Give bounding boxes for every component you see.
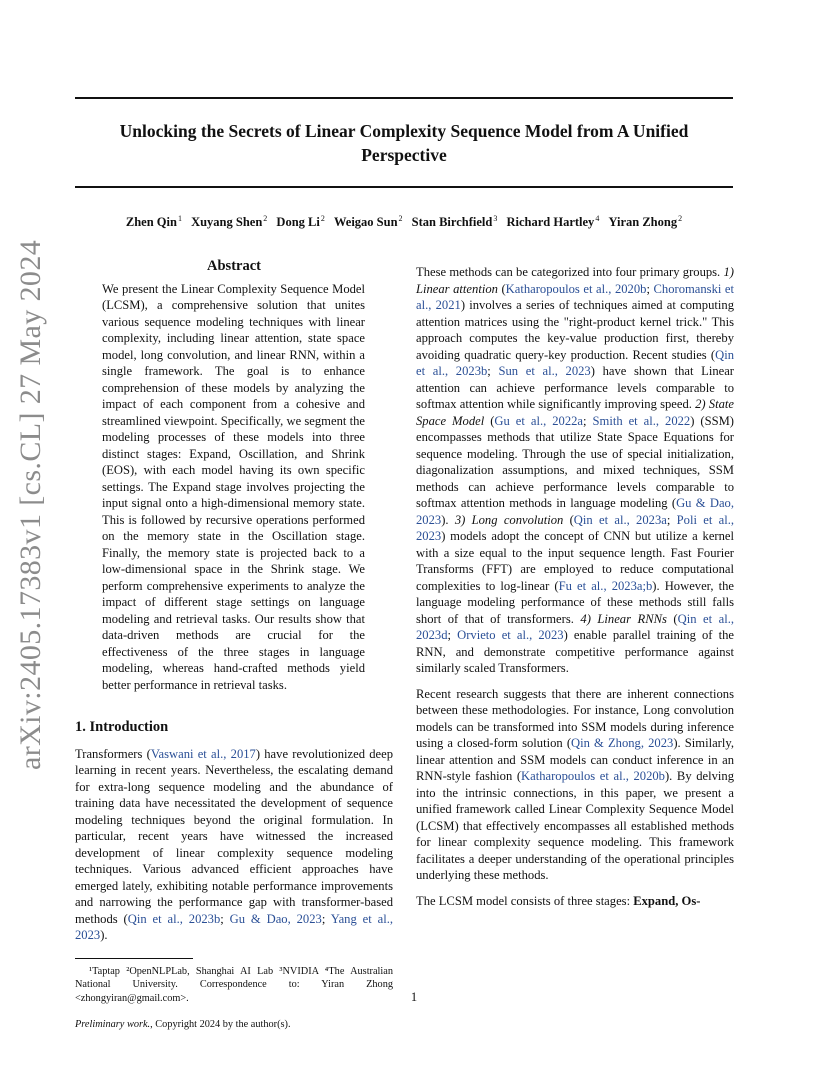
abstract-text: We present the Linear Complexity Sequence Model (LCSM), a comprehensive solution that unites various sequence modeling techniques with linear complexity, including linear attention, state space model, long convolution, and linear RNN, within a single framework. The goal is to enhance comprehension of these models by analyzing the impact of each component from a cohesive and streamlined viewpoint. Specifically, we segment the modeling processes of these models into three distinct stages: Expand, Oscillation, and Shrink (EOS), with each model having its own specific settings. The Expand stage involves projecting the input signal onto a high-dimensional memory state. This is followed by recursive operations performed on the memory state in the Oscillation stage. Finally, the memory state is projected back to a low-dimensional space in the Shrink stage. We perform comprehensive experiments to analyze the impact of different stage settings on language modeling and retrieval tasks. Our results show that data-driven methods are crucial for the effectiveness of the three stages in language modeling, whereas hand-crafted methods yield better performance in retrieval tasks. [102, 281, 365, 692]
citation-link[interactable]: Qin & Zhong, 2023 [571, 736, 674, 750]
intro-paragraph-4: The LCSM model consists of three stages: Expand, Os- [416, 893, 701, 908]
author: Richard Hartley$^4$ [506, 214, 600, 230]
affiliation-footnote: ¹Taptap ²OpenNLPLab, Shanghai AI Lab ³NVIDIA ⁴The Australian National University. Correspondence to: Yiran Zhong <zhongyiran@gmail.com>. [75, 965, 393, 1004]
citation-link[interactable]: Sun et al., 2023 [498, 364, 591, 378]
citation-link[interactable]: Fu et al., 2023a;b [558, 578, 653, 593]
citation-link[interactable]: Choromanski et al., 2021 [416, 281, 735, 312]
left-column [75, 258, 393, 1034]
author-list [75, 214, 733, 230]
citation-link[interactable]: Poli et al., 2023 [416, 512, 735, 543]
citation-link[interactable]: Gu & Dao, 2023 [229, 911, 322, 926]
page-number: 1 [410, 990, 418, 1004]
citation-link[interactable]: Katharopoulos et al., 2020b [521, 769, 665, 783]
author: Weigao Sun$^2$ [333, 214, 403, 230]
intro-paragraph-2: These methods can be categorized into four primary groups. 1) Linear attention (Katharopoulos et al., 2020b; Choromanski et al., 2021) involves a series of techniques aimed at computing attention matrices using the "right-product kernel trick." This approach computes the key-value production first, thereby avoiding quadratic query-key production. Recent studies (Qin et al., 2023b; Sun et al., 2023) have shown that Linear attention can achieve performance levels comparable to softmax attention while significantly improving speed. 2) State Space Model (Gu et al., 2022a; Smith et al., 2022) (SSM) encompasses methods that utilize State Space Equations for sequence modeling. Through the use of special initialization, diagonalization assumptions, and mixed techniques, SSM methods can achieve performance levels comparable to softmax attention methods in language modeling (Gu & Dao, 2023). 3) Long convolution (Qin et al., 2023a; Poli et al., 2023) models adopt the concept of CNN but utilize a kernel with a size equal to the input sequence length. Fast Fourier Transforms (FFT) are employed to reduce computational complexities to log-linear (Fu et al., 2023a;b). However, the language modeling performance of these methods still falls short of that of transformers. 4) Linear RNNs (Qin et al., 2023d; Orvieto et al., 2023) enable parallel training of the RNN, and demonstrate competitive performance against similarly scaled Transformers. [416, 265, 735, 675]
abstract-heading: Abstract [207, 258, 261, 274]
citation-link[interactable]: Qin et al., 2023b [127, 911, 221, 926]
intro-paragraph-1: Transformers (Vaswani et al., 2017) have revolutionized deep learning in recent years. Nevertheless, the escalating demand for extra-long sequence modeling and the abundance of training data have necessitated the development of sequence modeling techniques beyond the original formulation. In particular, recent years have witnessed the increased development of linear complexity sequence modeling techniques. Various advanced efficient approaches have emerged lately, exhibiting notable performance improvements and narrowing the performance gap with transformer-based methods (Qin et al., 2023b; Gu & Dao, 2023; Yang et al., 2023). [75, 746, 393, 942]
title-rule-bottom [75, 186, 733, 188]
right-column [416, 264, 734, 918]
paper-title: Unlocking the Secrets of Linear Complexity Sequence Model from A Unified Perspective [119, 121, 689, 165]
citation-link[interactable]: Gu & Dao, 2023 [416, 496, 734, 527]
citation-link[interactable]: Yang et al., 2023 [75, 911, 393, 942]
citation-link[interactable]: Qin et al., 2023b [416, 347, 734, 378]
citation-link[interactable]: Smith et al., 2022 [592, 413, 691, 428]
arxiv-identifier-stamp[interactable]: arXiv:2405.17383v1 [cs.CL] 27 May 2024 [14, 239, 47, 770]
section-heading-introduction: 1. Introduction [75, 719, 169, 735]
author: Zhen Qin$^1$ [125, 214, 182, 230]
citation-link[interactable]: Qin et al., 2023a [573, 512, 667, 527]
citation-link[interactable]: Qin et al., 2023d [416, 611, 735, 642]
author: Xuyang Shen$^2$ [191, 214, 268, 230]
citation-link[interactable]: Gu et al., 2022a [494, 413, 584, 428]
author: Yiran Zhong$^2$ [608, 214, 683, 230]
citation-link[interactable]: Orvieto et al., 2023 [457, 628, 564, 642]
copyright-notice: Preliminary work., Copyright 2024 by the author(s). [75, 1019, 291, 1030]
footnote-divider [75, 958, 193, 959]
citation-link[interactable]: Vaswani et al., 2017 [150, 746, 256, 761]
author: Stan Birchfield$^3$ [411, 214, 498, 230]
intro-paragraph-3: Recent research suggests that there are inherent connections between these methodologies. For instance, Long convolution models can be transformed into SSM models during inference using a closed-form solution (Qin & Zhong, 2023). Similarly, linear attention and SSM models can conduct inference in an RNN-style fashion (Katharopoulos et al., 2020b). By delving into the intrinsic connections, in this paper, we present a unified framework called Linear Complexity Sequence Model (LCSM) that effectively encompasses all established methods for linear complexity sequence modeling. This framework facilitates a deeper understanding of the operational principles underlying these methods. [416, 686, 734, 882]
title-rule-top [75, 97, 733, 99]
author: Dong Li$^2$ [276, 214, 325, 230]
citation-link[interactable]: Katharopoulos et al., 2020b [505, 281, 647, 296]
